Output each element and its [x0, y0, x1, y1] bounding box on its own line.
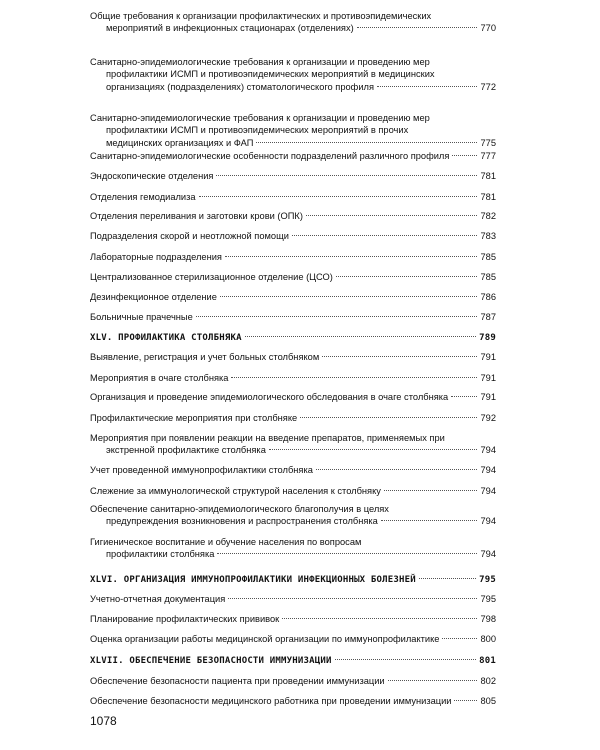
toc-entry — [90, 593, 496, 605]
toc-page-number: 794 — [480, 549, 496, 560]
toc-entry-text: XLVI. ОРГАНИЗАЦИЯ ИММУНОПРОФИЛАКТИКИ ИНФЕКЦИОННЫХ БОЛЕЗНЕЙ — [90, 575, 416, 585]
toc-entry — [90, 351, 496, 363]
toc-page-number: 782 — [480, 211, 496, 221]
toc-entry-line — [90, 332, 496, 344]
toc-entry-line — [90, 412, 496, 424]
toc-entry-text: Лабораторные подразделения — [90, 252, 222, 262]
toc-entry — [90, 503, 496, 528]
toc-page-number: 775 — [480, 137, 496, 148]
toc-entry-text: Слежение за иммунологической структурой населения к столбняку — [90, 486, 381, 496]
toc-entry-text: Учетно-отчетная документация — [90, 594, 226, 604]
toc-page-number: 791 — [480, 392, 496, 402]
toc-entry-text: Общие требования к организации профилактических и противоэпидемических — [90, 11, 432, 21]
toc-entry-line — [90, 391, 496, 403]
toc-entry-line — [90, 124, 496, 136]
dot-leader — [388, 680, 478, 681]
toc-entry-text: экстренной профилактике столбняка — [106, 445, 266, 456]
dot-leader — [336, 276, 478, 277]
toc-entry-text: XLV. ПРОФИЛАКТИКА СТОЛБНЯКА — [90, 333, 242, 343]
toc-entry-line — [90, 230, 496, 242]
dot-leader — [196, 316, 478, 317]
dot-leader — [454, 700, 477, 701]
toc-page-number: 785 — [480, 272, 496, 282]
toc-page-number: 795 — [480, 594, 496, 604]
toc-entry-text: Эндоскопические отделения — [90, 171, 214, 181]
toc-entry — [90, 170, 496, 182]
toc-entry-line — [90, 548, 496, 560]
toc-entry — [90, 412, 496, 424]
toc-entry-text: Мероприятия в очаге столбняка — [90, 373, 229, 383]
toc-entry — [90, 191, 496, 203]
dot-leader — [357, 27, 478, 28]
dot-leader — [384, 490, 478, 491]
toc-entry-line — [90, 22, 496, 34]
toc-entry-text: Подразделения скорой и неотложной помощи — [90, 231, 289, 241]
toc-entry — [90, 251, 496, 263]
toc-entry-text: Планирование профилактических прививок — [90, 614, 280, 624]
toc-page-number: 795 — [479, 575, 496, 585]
dot-leader — [306, 215, 478, 216]
toc-entry-line — [90, 655, 496, 667]
toc-entry — [90, 311, 496, 323]
toc-page-number: 781 — [480, 171, 496, 181]
toc-entry-line — [90, 137, 496, 149]
toc-entry-text: профилактики столбняка — [106, 549, 215, 560]
toc-page-number: 805 — [480, 696, 496, 706]
toc-page-number: 792 — [480, 413, 496, 423]
toc-entry-line — [90, 10, 496, 22]
toc-entry-line — [90, 81, 496, 93]
toc-entry-text: мероприятий в инфекционных стационарах (отделениях) — [106, 23, 354, 34]
toc-page-number: 787 — [480, 312, 496, 322]
toc-entry — [90, 271, 496, 283]
toc-entry-line — [90, 613, 496, 625]
toc-entry-line — [90, 251, 496, 263]
page-number: 1078 — [90, 714, 117, 728]
toc-entry — [90, 56, 496, 93]
dot-leader — [377, 86, 478, 87]
dot-leader — [225, 256, 478, 257]
toc-entry-text: Обеспечение безопасности пациента при проведении иммунизации — [90, 676, 385, 686]
toc-entry-line — [90, 633, 496, 645]
toc-page-number: 772 — [480, 81, 496, 92]
toc-entry — [90, 675, 496, 687]
toc-entry — [90, 10, 496, 35]
toc-entry — [90, 485, 496, 497]
toc-entry-line — [90, 191, 496, 203]
toc-page-number: 785 — [480, 252, 496, 262]
toc-section-heading — [90, 332, 496, 344]
toc-entry — [90, 633, 496, 645]
toc-entry-text: Санитарно-эпидемиологические требования к организации и проведению мер — [90, 57, 430, 67]
toc-entry-text: Централизованное стерилизационное отделение (ЦСО) — [90, 272, 333, 282]
dot-leader — [228, 598, 477, 599]
toc-entry-text: медицинских организациях и ФАП — [106, 137, 254, 148]
toc-entry-text: предупреждения возникновения и распространения столбняка — [106, 516, 378, 527]
toc-entry — [90, 291, 496, 303]
toc-entry-text: Обеспечение безопасности медицинского работника при проведении иммунизации — [90, 696, 452, 706]
toc-page-number: 783 — [480, 231, 496, 241]
toc-entry-line — [90, 150, 496, 162]
toc-entry-text: Дезинфекционное отделение — [90, 292, 217, 302]
toc-entry-line — [90, 695, 496, 707]
dot-leader — [256, 142, 477, 143]
dot-leader — [245, 336, 476, 337]
toc-entry-line — [90, 291, 496, 303]
toc-entry — [90, 464, 496, 476]
toc-entry-text: Учет проведенной иммунопрофилактики столбняка — [90, 465, 313, 475]
toc-entry-text: Санитарно-эпидемиологические требования к организации и проведению мер — [90, 113, 430, 123]
dot-leader — [282, 618, 477, 619]
toc-entry-line — [90, 68, 496, 80]
toc-entry-line — [90, 56, 496, 68]
dot-leader — [451, 396, 477, 397]
dot-leader — [269, 449, 478, 450]
toc-entry-line — [90, 593, 496, 605]
dot-leader — [419, 578, 476, 579]
toc-entry-line — [90, 351, 496, 363]
dot-leader — [220, 296, 478, 297]
toc-entry-line — [90, 536, 496, 548]
toc-entry-line — [90, 311, 496, 323]
dot-leader — [292, 235, 478, 236]
toc-entry-text: XLVII. ОБЕСПЕЧЕНИЕ БЕЗОПАСНОСТИ ИММУНИЗАЦИИ — [90, 656, 332, 666]
toc-entry — [90, 613, 496, 625]
dot-leader — [381, 520, 478, 521]
toc-entry-text: Организация и проведение эпидемиологического обследования в очаге столбняка — [90, 392, 449, 402]
toc-entry — [90, 372, 496, 384]
toc-page-number: 800 — [480, 634, 496, 644]
toc-page-number: 786 — [480, 292, 496, 302]
toc-entry-text: профилактики ИСМП и противоэпидемических мероприятий в медицинских — [106, 69, 435, 80]
toc-page-number: 794 — [480, 486, 496, 496]
toc-entry-text: организациях (подразделениях) стоматологического профиля — [106, 81, 374, 92]
dot-leader — [316, 469, 478, 470]
toc-entry-line — [90, 210, 496, 222]
toc-entry — [90, 432, 496, 457]
toc-entry-line — [90, 444, 496, 456]
toc-entry-text: Отделения переливания и заготовки крови (ОПК) — [90, 211, 303, 221]
toc-page-number: 794 — [480, 445, 496, 456]
dot-leader — [452, 155, 477, 156]
toc-entry — [90, 536, 496, 561]
toc-entry-line — [90, 515, 496, 527]
toc-entry-text: Санитарно-эпидемиологические особенности подразделений различного профиля — [90, 151, 450, 161]
dot-leader — [231, 377, 477, 378]
toc-page-number: 770 — [480, 23, 496, 34]
toc-entry-text: Мероприятия при появлении реакции на введение препаратов, применяемых при — [90, 433, 445, 443]
toc-entry-text: Гигиеническое воспитание и обучение населения по вопросам — [90, 537, 362, 547]
toc-entry-text: Больничные прачечные — [90, 312, 193, 322]
toc-page-number: 798 — [480, 614, 496, 624]
toc-entry-line — [90, 170, 496, 182]
toc-entry-line — [90, 271, 496, 283]
toc-entry-text: Профилактические мероприятия при столбняке — [90, 413, 298, 423]
toc-entry-line — [90, 372, 496, 384]
toc-page-number: 789 — [479, 333, 496, 343]
dot-leader — [335, 659, 477, 660]
toc-entry-text: профилактики ИСМП и противоэпидемических мероприятий в прочих — [106, 125, 409, 136]
toc-entry-line — [90, 464, 496, 476]
toc-page-number: 781 — [480, 192, 496, 202]
dot-leader — [217, 553, 477, 554]
toc-page-number: 801 — [479, 656, 496, 666]
toc-entry-text: Обеспечение санитарно-эпидемиологического благополучия в целях — [90, 504, 389, 514]
toc-entry-text: Выявление, регистрация и учет больных столбняком — [90, 352, 320, 362]
toc-section-heading — [90, 655, 496, 667]
toc-entry-line — [90, 112, 496, 124]
toc-page-number: 777 — [480, 151, 496, 161]
toc-entry — [90, 230, 496, 242]
toc-page-number: 791 — [480, 352, 496, 362]
toc-page-number: 791 — [480, 373, 496, 383]
toc-entry — [90, 391, 496, 403]
toc-entry-line — [90, 432, 496, 444]
toc-entry — [90, 210, 496, 222]
toc-entry-line — [90, 503, 496, 515]
dot-leader — [216, 175, 477, 176]
toc-entry — [90, 112, 496, 149]
dot-leader — [442, 638, 477, 639]
toc-entry — [90, 695, 496, 707]
toc-entry-line — [90, 485, 496, 497]
toc-entry-line — [90, 574, 496, 586]
toc-page-number: 794 — [480, 516, 496, 527]
dot-leader — [300, 417, 477, 418]
toc-page-number: 802 — [480, 676, 496, 686]
dot-leader — [322, 356, 477, 357]
toc-section-heading — [90, 574, 496, 586]
toc-entry-text: Отделения гемодиализа — [90, 192, 196, 202]
toc-page-number: 794 — [480, 465, 496, 475]
toc-entry-line — [90, 675, 496, 687]
toc-entry-text: Оценка организации работы медицинской организации по иммунопрофилактике — [90, 634, 440, 644]
toc-entry — [90, 150, 496, 162]
dot-leader — [199, 196, 478, 197]
